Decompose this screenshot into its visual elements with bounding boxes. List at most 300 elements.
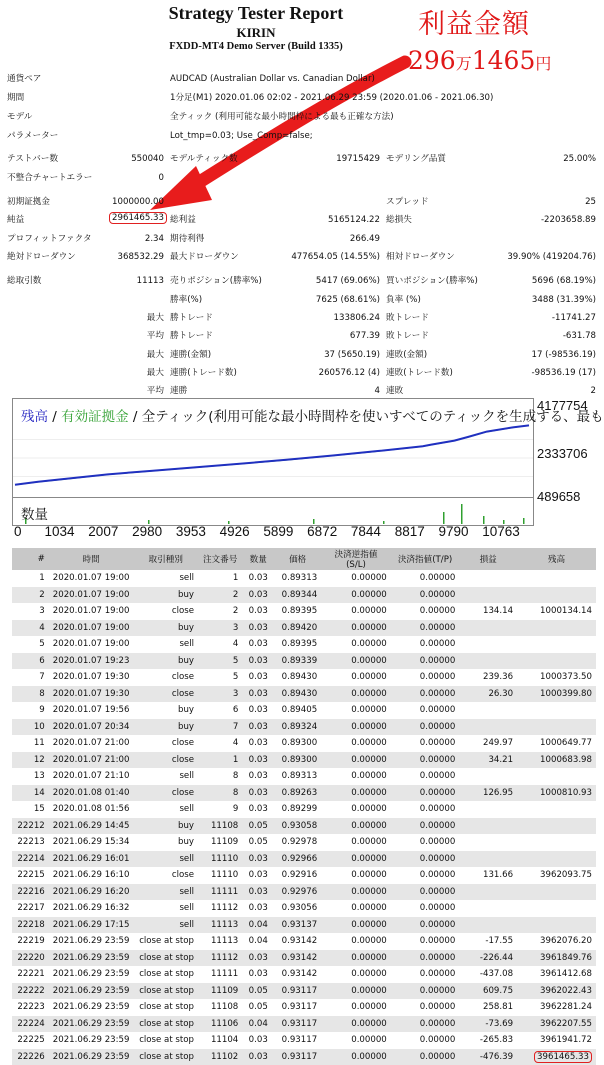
pf-value: 2.34: [145, 233, 164, 245]
table-cell: 131.66: [459, 867, 517, 884]
table-cell: 22223: [12, 999, 49, 1016]
table-cell: [517, 801, 596, 818]
column-header: 時間: [49, 548, 134, 570]
table-cell: 0.00000: [321, 587, 391, 604]
promo-amount-num1: 296: [408, 46, 456, 75]
table-cell: [517, 653, 596, 670]
balance-line: [15, 425, 529, 484]
table-row: [12, 686, 596, 703]
table-cell: 0.89300: [274, 735, 321, 752]
table-cell: 0.89263: [274, 785, 321, 802]
table-row: [12, 1032, 596, 1049]
table-cell: 609.75: [459, 983, 517, 1000]
table-row: [12, 785, 596, 802]
table-cell: 0.00000: [321, 818, 391, 835]
table-cell: 0.00000: [321, 966, 391, 983]
table-cell: 2021.06.29 14:45: [49, 818, 134, 835]
table-cell: 11110: [198, 851, 242, 868]
table-cell: 2: [198, 603, 242, 620]
table-cell: sell: [133, 917, 198, 934]
table-cell: 3: [12, 603, 49, 620]
table-cell: 22217: [12, 900, 49, 917]
table-cell: 0.00000: [391, 851, 460, 868]
table-cell: [459, 851, 517, 868]
table-cell: 0.00000: [321, 1032, 391, 1049]
table-cell: 0.03: [242, 1049, 274, 1065]
table-cell: 3962207.55: [517, 1016, 596, 1033]
table-cell: 11113: [198, 917, 242, 934]
table-cell: 4: [198, 735, 242, 752]
avg-label-2: 平均: [147, 385, 164, 397]
table-cell: 0.00000: [391, 917, 460, 934]
table-cell: 2: [198, 587, 242, 604]
column-header: 損益: [459, 548, 517, 570]
table-cell: [459, 834, 517, 851]
table-cell: 13: [12, 768, 49, 785]
ticks-label: モデルティック数: [170, 153, 238, 165]
x-tick-label: 3953: [176, 524, 206, 539]
volume-bar: [461, 504, 463, 524]
table-cell: 6: [198, 702, 242, 719]
max-cons-profit-value: 260576.12 (4): [319, 367, 380, 379]
table-cell: 11104: [198, 1032, 242, 1049]
table-cell: [459, 636, 517, 653]
avg-loss-label: 敗トレード: [386, 330, 429, 342]
column-header: 決済指値(T/P): [391, 548, 460, 570]
max-cons-profit-label: 連勝(トレード数): [170, 367, 237, 379]
table-cell: close: [133, 752, 198, 769]
table-cell: 11108: [198, 818, 242, 835]
table-cell: 2021.06.29 23:59: [49, 1032, 134, 1049]
table-cell: buy: [133, 620, 198, 637]
table-cell: 0.00000: [391, 834, 460, 851]
table-cell: 2021.06.29 16:32: [49, 900, 134, 917]
table-row: [12, 768, 596, 785]
table-row: [12, 636, 596, 653]
table-cell: 2020.01.07 19:00: [49, 620, 134, 637]
table-cell: 0.04: [242, 917, 274, 934]
table-cell: 0.05: [242, 834, 274, 851]
gross-profit-label: 総利益: [170, 214, 196, 226]
table-cell: 134.14: [459, 603, 517, 620]
table-cell: 3961412.68: [517, 966, 596, 983]
table-cell: 0.00000: [391, 933, 460, 950]
table-cell: 2020.01.07 19:00: [49, 603, 134, 620]
table-cell: 0.00000: [321, 801, 391, 818]
table-cell: 2020.01.07 19:30: [49, 686, 134, 703]
table-cell: 12: [12, 752, 49, 769]
server-name: FXDD-MT4 Demo Server (Build 1335): [0, 41, 512, 52]
table-cell: 0.00000: [391, 653, 460, 670]
table-cell: 0.03: [242, 603, 274, 620]
column-header: 価格: [274, 548, 321, 570]
pf-label: プロフィットファクタ: [7, 233, 92, 245]
table-row: [12, 702, 596, 719]
table-cell: 0.00000: [321, 768, 391, 785]
table-cell: 0.00000: [391, 983, 460, 1000]
avg-cons-loss-value: 2: [591, 385, 596, 397]
table-cell: sell: [133, 900, 198, 917]
table-cell: 0.00000: [321, 1016, 391, 1033]
loss-pct-label: 負率 (%): [386, 294, 421, 306]
param-value: Lot_tmp=0.03; Use_Comp=false;: [170, 130, 313, 142]
column-header: 取引種別: [133, 548, 198, 570]
table-cell: [459, 702, 517, 719]
chart-plot: [13, 399, 533, 525]
table-cell: close at stop: [133, 1049, 198, 1065]
table-cell: 0.03: [242, 1032, 274, 1049]
table-cell: 0.89420: [274, 620, 321, 637]
table-cell: 2021.06.29 23:59: [49, 1049, 134, 1065]
table-cell: 0.00000: [321, 653, 391, 670]
bars-value: 550040: [131, 153, 164, 165]
table-cell: [459, 917, 517, 934]
column-header: 注文番号: [198, 548, 242, 570]
table-cell: buy: [133, 653, 198, 670]
promo-heading: 利益金額: [418, 2, 530, 41]
table-cell: 0.03: [242, 719, 274, 736]
table-cell: 0.00000: [391, 1049, 460, 1065]
table-row: [12, 570, 596, 587]
table-cell: 22225: [12, 1032, 49, 1049]
table-cell: 22214: [12, 851, 49, 868]
table-cell: sell: [133, 851, 198, 868]
table-cell: 1: [198, 570, 242, 587]
mismatch-value: 0: [159, 172, 164, 184]
promo-amount-unit: 万: [456, 54, 472, 73]
table-cell: 11111: [198, 966, 242, 983]
table-cell: sell: [133, 768, 198, 785]
table-cell: 0.00000: [391, 818, 460, 835]
table-cell: 2021.06.29 17:15: [49, 917, 134, 934]
table-row: [12, 1049, 596, 1065]
table-cell: 3: [198, 620, 242, 637]
table-cell: 0.93056: [274, 900, 321, 917]
column-header: 数量: [242, 548, 274, 570]
table-cell: 0.03: [242, 966, 274, 983]
table-cell: 0.89405: [274, 702, 321, 719]
table-cell: 0.89430: [274, 686, 321, 703]
table-cell: 2020.01.07 20:34: [49, 719, 134, 736]
table-cell: 7: [12, 669, 49, 686]
table-cell: 2021.06.29 23:59: [49, 999, 134, 1016]
table-cell: 0.00000: [321, 900, 391, 917]
bars-label: テストバー数: [7, 153, 58, 165]
spread-label: スプレッド: [386, 196, 429, 208]
table-cell: buy: [133, 702, 198, 719]
table-cell: 0.00000: [391, 1016, 460, 1033]
table-cell: 22226: [12, 1049, 49, 1065]
table-cell: 0.00000: [321, 735, 391, 752]
expected-label: 期待利得: [170, 233, 204, 245]
table-cell: [517, 636, 596, 653]
model-label: モデル: [7, 111, 32, 123]
table-row: [12, 900, 596, 917]
table-cell: 0.89300: [274, 752, 321, 769]
table-cell: 2021.06.29 16:20: [49, 884, 134, 901]
period-value: 1分足(M1) 2020.01.06 02:02 - 2021.06.29 23:59 (2020.01.06 - 2021.06.30): [170, 92, 493, 104]
table-cell: 0.03: [242, 851, 274, 868]
table-cell: 3962076.20: [517, 933, 596, 950]
table-cell: [517, 834, 596, 851]
table-cell: [459, 818, 517, 835]
param-label: パラメーター: [7, 130, 58, 142]
trades-label: 総取引数: [7, 275, 41, 287]
table-cell: 0.89395: [274, 603, 321, 620]
table-cell: [517, 884, 596, 901]
table-cell: 0.00000: [321, 636, 391, 653]
max-cons-lossamt-value: -98536.19 (17): [532, 367, 596, 379]
table-row: [12, 735, 596, 752]
table-cell: buy: [133, 719, 198, 736]
table-cell: close at stop: [133, 1032, 198, 1049]
y-tick-top: 4177754: [537, 398, 588, 413]
table-cell: 22221: [12, 966, 49, 983]
table-cell: 11108: [198, 999, 242, 1016]
table-cell: 0.00000: [321, 669, 391, 686]
table-cell: sell: [133, 884, 198, 901]
table-cell: 0.89299: [274, 801, 321, 818]
max-cons-win-label: 連勝(金額): [170, 349, 211, 361]
table-cell: 1000649.77: [517, 735, 596, 752]
table-cell: 3: [198, 686, 242, 703]
column-header: 残高: [517, 548, 596, 570]
table-cell: close at stop: [133, 950, 198, 967]
table-cell: 0.00000: [391, 785, 460, 802]
table-cell: -437.08: [459, 966, 517, 983]
win-pct-value: 7625 (68.61%): [316, 294, 380, 306]
quality-value: 25.00%: [563, 153, 596, 165]
table-cell: 0.00000: [391, 966, 460, 983]
table-cell: -476.39: [459, 1049, 517, 1065]
max-label-2: 最大: [147, 349, 164, 361]
volume-bar: [383, 521, 385, 524]
table-cell: 1000399.80: [517, 686, 596, 703]
table-cell: 0.03: [242, 785, 274, 802]
table-cell: 2021.06.29 23:59: [49, 983, 134, 1000]
table-cell: 0.89344: [274, 587, 321, 604]
column-header: 決済逆指値(S/L): [321, 548, 391, 570]
table-row: [12, 818, 596, 835]
table-cell: 0.92916: [274, 867, 321, 884]
table-cell: [459, 768, 517, 785]
table-row: [12, 999, 596, 1016]
table-cell: close at stop: [133, 983, 198, 1000]
table-cell: 0.03: [242, 752, 274, 769]
gross-loss-value: -2203658.89: [541, 214, 596, 226]
table-cell: 0.00000: [391, 603, 460, 620]
table-cell: 0.93117: [274, 1016, 321, 1033]
table-cell: 0.03: [242, 950, 274, 967]
table-cell: [459, 801, 517, 818]
table-cell: close at stop: [133, 966, 198, 983]
table-cell: 0.00000: [391, 570, 460, 587]
deposit-value: 1000000.00: [112, 196, 164, 208]
x-tick-label: 0: [14, 524, 22, 539]
table-cell: 0.00000: [391, 867, 460, 884]
table-cell: 0.93117: [274, 983, 321, 1000]
table-row: [12, 933, 596, 950]
model-value: 全ティック (利用可能な最小時間枠による最も正確な方法): [170, 111, 394, 123]
table-cell: 4: [12, 620, 49, 637]
table-cell: [517, 851, 596, 868]
report-title: Strategy Tester Report: [0, 3, 512, 24]
legend-balance: 残高: [21, 409, 48, 425]
table-cell: 6: [12, 653, 49, 670]
long-value: 5696 (68.19%): [532, 275, 596, 287]
table-cell: [517, 719, 596, 736]
table-cell: 1000373.50: [517, 669, 596, 686]
table-cell: 0.93142: [274, 966, 321, 983]
table-cell: [517, 917, 596, 934]
table-cell: 26.30: [459, 686, 517, 703]
table-cell: 0.00000: [321, 950, 391, 967]
max-cons-lossamt-label: 連敗(トレード数): [386, 367, 453, 379]
table-row: [12, 950, 596, 967]
table-cell: 0.00000: [391, 900, 460, 917]
final-balance-highlight: 3961465.33: [534, 1051, 592, 1063]
table-cell: 0.93117: [274, 999, 321, 1016]
avg-cons-win-label: 連勝: [170, 385, 187, 397]
table-cell: 22219: [12, 933, 49, 950]
table-cell: 0.00000: [391, 669, 460, 686]
table-cell: [517, 1049, 596, 1065]
y-tick-bottom: 489658: [537, 489, 580, 504]
table-cell: 0.89324: [274, 719, 321, 736]
table-cell: [517, 587, 596, 604]
table-cell: [459, 719, 517, 736]
table-cell: close at stop: [133, 1016, 198, 1033]
table-cell: buy: [133, 818, 198, 835]
table-cell: 0.93058: [274, 818, 321, 835]
legend-sep: /: [48, 409, 61, 425]
table-cell: 11112: [198, 900, 242, 917]
table-cell: 1000810.93: [517, 785, 596, 802]
table-cell: 0.00000: [321, 933, 391, 950]
max-cons-loss-label: 連敗(金額): [386, 349, 427, 361]
table-cell: 11: [12, 735, 49, 752]
table-row: [12, 851, 596, 868]
pair-label: 通貨ペア: [7, 73, 41, 85]
table-cell: 0.00000: [391, 686, 460, 703]
table-cell: 5: [12, 636, 49, 653]
table-cell: 0.89430: [274, 669, 321, 686]
table-cell: 0.00000: [321, 867, 391, 884]
table-cell: 0.00000: [391, 768, 460, 785]
table-row: [12, 884, 596, 901]
table-cell: [459, 620, 517, 637]
largest-loss-label: 敗トレード: [386, 312, 429, 324]
table-row: [12, 867, 596, 884]
table-cell: -17.55: [459, 933, 517, 950]
table-cell: -73.69: [459, 1016, 517, 1033]
table-cell: 0.03: [242, 686, 274, 703]
mismatch-label: 不整合チャートエラー: [7, 172, 92, 184]
table-cell: 0.00000: [391, 620, 460, 637]
table-cell: 0.00000: [391, 752, 460, 769]
table-cell: 3962093.75: [517, 867, 596, 884]
table-cell: 2020.01.07 19:30: [49, 669, 134, 686]
table-cell: 2020.01.08 01:40: [49, 785, 134, 802]
table-cell: 126.95: [459, 785, 517, 802]
ticks-value: 19715429: [336, 153, 380, 165]
table-cell: 0.00000: [321, 983, 391, 1000]
table-cell: 2020.01.07 19:56: [49, 702, 134, 719]
expected-value: 266.49: [350, 233, 380, 245]
table-cell: 2020.01.08 01:56: [49, 801, 134, 818]
table-cell: 5: [198, 653, 242, 670]
table-cell: close: [133, 785, 198, 802]
table-cell: [517, 702, 596, 719]
table-cell: 249.97: [459, 735, 517, 752]
table-cell: 0.03: [242, 636, 274, 653]
avg-label-1: 平均: [147, 330, 164, 342]
table-cell: [517, 818, 596, 835]
table-cell: buy: [133, 587, 198, 604]
promo-amount-yen: 円: [535, 54, 551, 73]
pair-value: AUDCAD (Australian Dollar vs. Canadian Dollar): [170, 73, 375, 85]
profit-value: 2961465.33: [109, 212, 167, 224]
table-row: [12, 587, 596, 604]
max-label-3: 最大: [147, 367, 164, 379]
table-cell: 0.03: [242, 653, 274, 670]
table-cell: 10: [12, 719, 49, 736]
table-cell: 0.05: [242, 983, 274, 1000]
table-cell: 0.89395: [274, 636, 321, 653]
x-tick-label: 9790: [438, 524, 468, 539]
table-cell: close: [133, 735, 198, 752]
table-cell: 3961849.76: [517, 950, 596, 967]
table-cell: 22213: [12, 834, 49, 851]
table-cell: 2021.06.29 15:34: [49, 834, 134, 851]
table-cell: 3961941.72: [517, 1032, 596, 1049]
column-header: #: [12, 548, 49, 570]
table-cell: [517, 620, 596, 637]
short-label: 売りポジション(勝率%): [170, 275, 262, 287]
table-cell: 0.03: [242, 768, 274, 785]
table-cell: 22222: [12, 983, 49, 1000]
table-cell: 3962022.43: [517, 983, 596, 1000]
table-cell: 0.00000: [321, 686, 391, 703]
table-row: [12, 603, 596, 620]
table-cell: close: [133, 603, 198, 620]
table-cell: 0.89313: [274, 570, 321, 587]
table-cell: 0.00000: [391, 587, 460, 604]
x-tick-label: 1034: [45, 524, 75, 539]
table-cell: 0.00000: [321, 851, 391, 868]
avg-loss-value: -631.78: [563, 330, 596, 342]
max-cons-loss-value: 17 (-98536.19): [532, 349, 596, 361]
table-cell: sell: [133, 570, 198, 587]
table-cell: 0.00000: [391, 702, 460, 719]
rel-dd-label: 相対ドローダウン: [386, 251, 455, 263]
table-cell: [459, 570, 517, 587]
table-cell: 11111: [198, 884, 242, 901]
table-cell: 11109: [198, 983, 242, 1000]
table-cell: 22224: [12, 1016, 49, 1033]
table-cell: 0.93142: [274, 933, 321, 950]
table-cell: 0.00000: [391, 884, 460, 901]
table-cell: 0.00000: [321, 570, 391, 587]
table-cell: close at stop: [133, 933, 198, 950]
table-row: [12, 917, 596, 934]
table-cell: 22215: [12, 867, 49, 884]
table-cell: 0.00000: [391, 636, 460, 653]
long-label: 買いポジション(勝率%): [386, 275, 478, 287]
table-cell: 2021.06.29 23:59: [49, 966, 134, 983]
max-cons-win-value: 37 (5650.19): [324, 349, 380, 361]
trades-value: 11113: [137, 275, 164, 287]
